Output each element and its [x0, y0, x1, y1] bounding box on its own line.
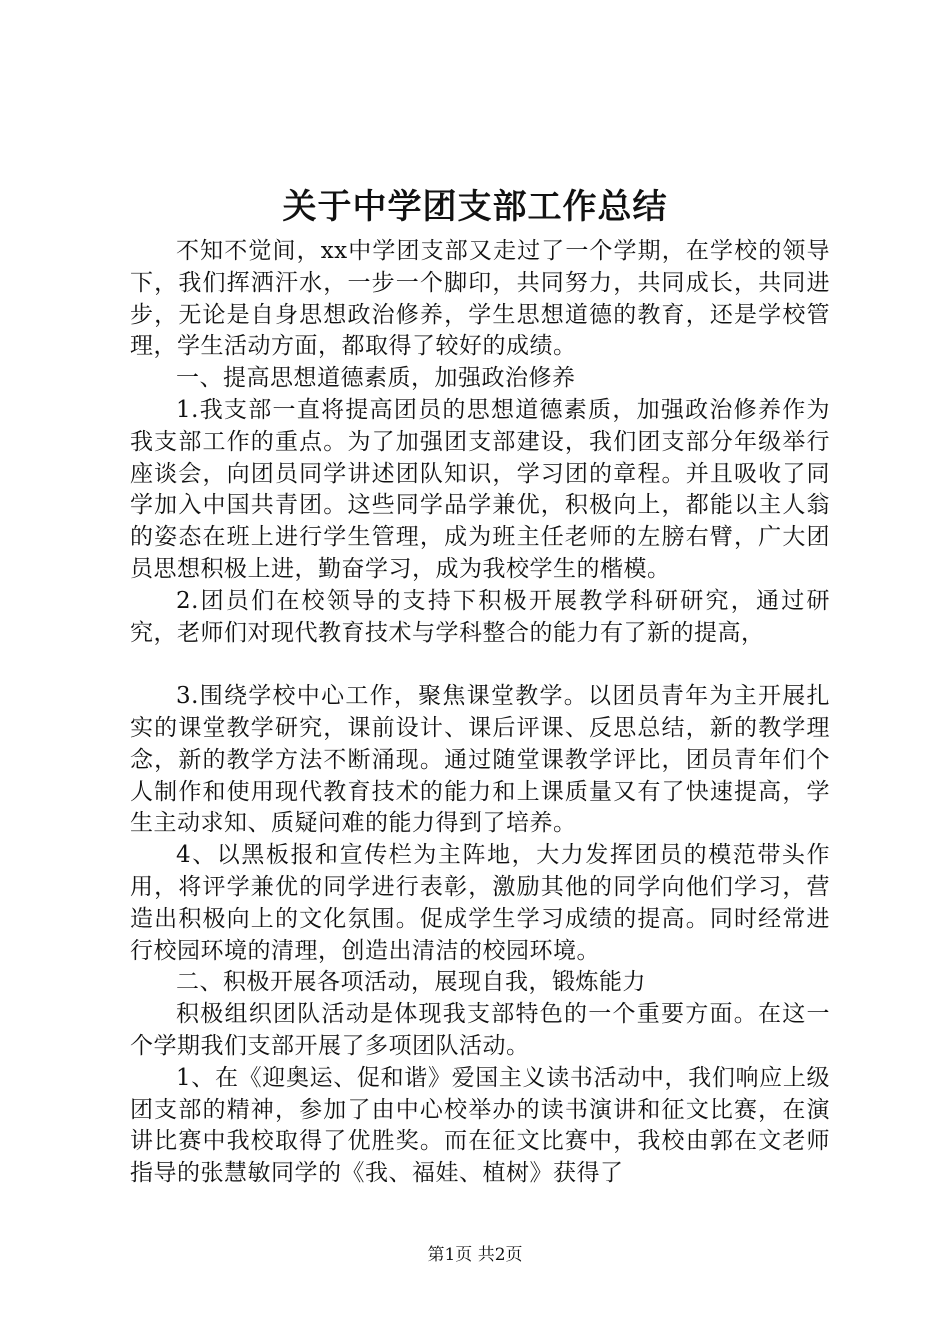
page-title: 关于中学团支部工作总结: [282, 187, 668, 227]
paragraph-item-3: 3.围绕学校中心工作，聚焦课堂教学。以团员青年为主开展扎实的课堂教学研究，课前设计、课后评课、反思总结，新的教学理念，新的教学方法不断涌现。通过随堂课教学评比，团员青年们个人制作和使用现代教育技术的能力和上课质量又有了快速提高，学生主动求知、质疑问难的能力得到了培养。: [130, 683, 830, 837]
paragraph-item-1: 1.我支部一直将提高团员的思想道德素质，加强政治修养作为我支部工作的重点。为了加强团支部建设，我们团支部分年级举行座谈会，向团员同学讲述团队知识，学习团的章程。并且吸收了同学加入中国共青团。这些同学品学兼优，积极向上，都能以主人翁的姿态在班上进行学生管理，成为班主任老师的左膀右臂，广大团员思想积极上进，勤奋学习，成为我校学生的楷模。: [130, 396, 830, 582]
paragraph-activity-1: 1、在《迎奥运、促和谐》爱国主义读书活动中，我们响应上级团支部的精神，参加了由中心校举办的读书演讲和征文比赛，在演讲比赛中我校取得了优胜奖。而在征文比赛中，我校由郭在文老师指导的张慧敏同学的《我、福娃、植树》获得了: [130, 1064, 830, 1187]
section-heading-1: 一、提高思想道德素质，加强政治修养: [176, 365, 576, 392]
paragraph-item-4: 4、以黑板报和宣传栏为主阵地，大力发挥团员的模范带头作用，将评学兼优的同学进行表彰，激励其他的同学向他们学习，营造出积极向上的文化氛围。促成学生学习成绩的提高。同时经常进行校园环境的清理，创造出清洁的校园环境。: [130, 842, 830, 964]
paragraph-item-2: 2.团员们在校领导的支持下积极开展教学科研研究，通过研究，老师们对现代教育技术与学科整合的能力有了新的提高，: [130, 587, 830, 646]
page-footer: 第1页 共2页: [427, 1245, 523, 1265]
document-body: [130, 236, 830, 1190]
blank-line: [130, 649, 830, 681]
paragraph-intro: 不知不觉间，xx中学团支部又走过了一个学期，在学校的领导下，我们挥洒汗水，一步一个脚印，共同努力，共同成长，共同进步，无论是自身思想政治修养，学生思想道德的教育，还是学校管理，学生活动方面，都取得了较好的成绩。: [130, 238, 830, 360]
paragraph-section-2-intro: 积极组织团队活动是体现我支部特色的一个重要方面。在这一个学期我们支部开展了多项团队活动。: [130, 1001, 830, 1059]
section-heading-2: 二、积极开展各项活动，展现自我，锻炼能力: [176, 969, 646, 996]
